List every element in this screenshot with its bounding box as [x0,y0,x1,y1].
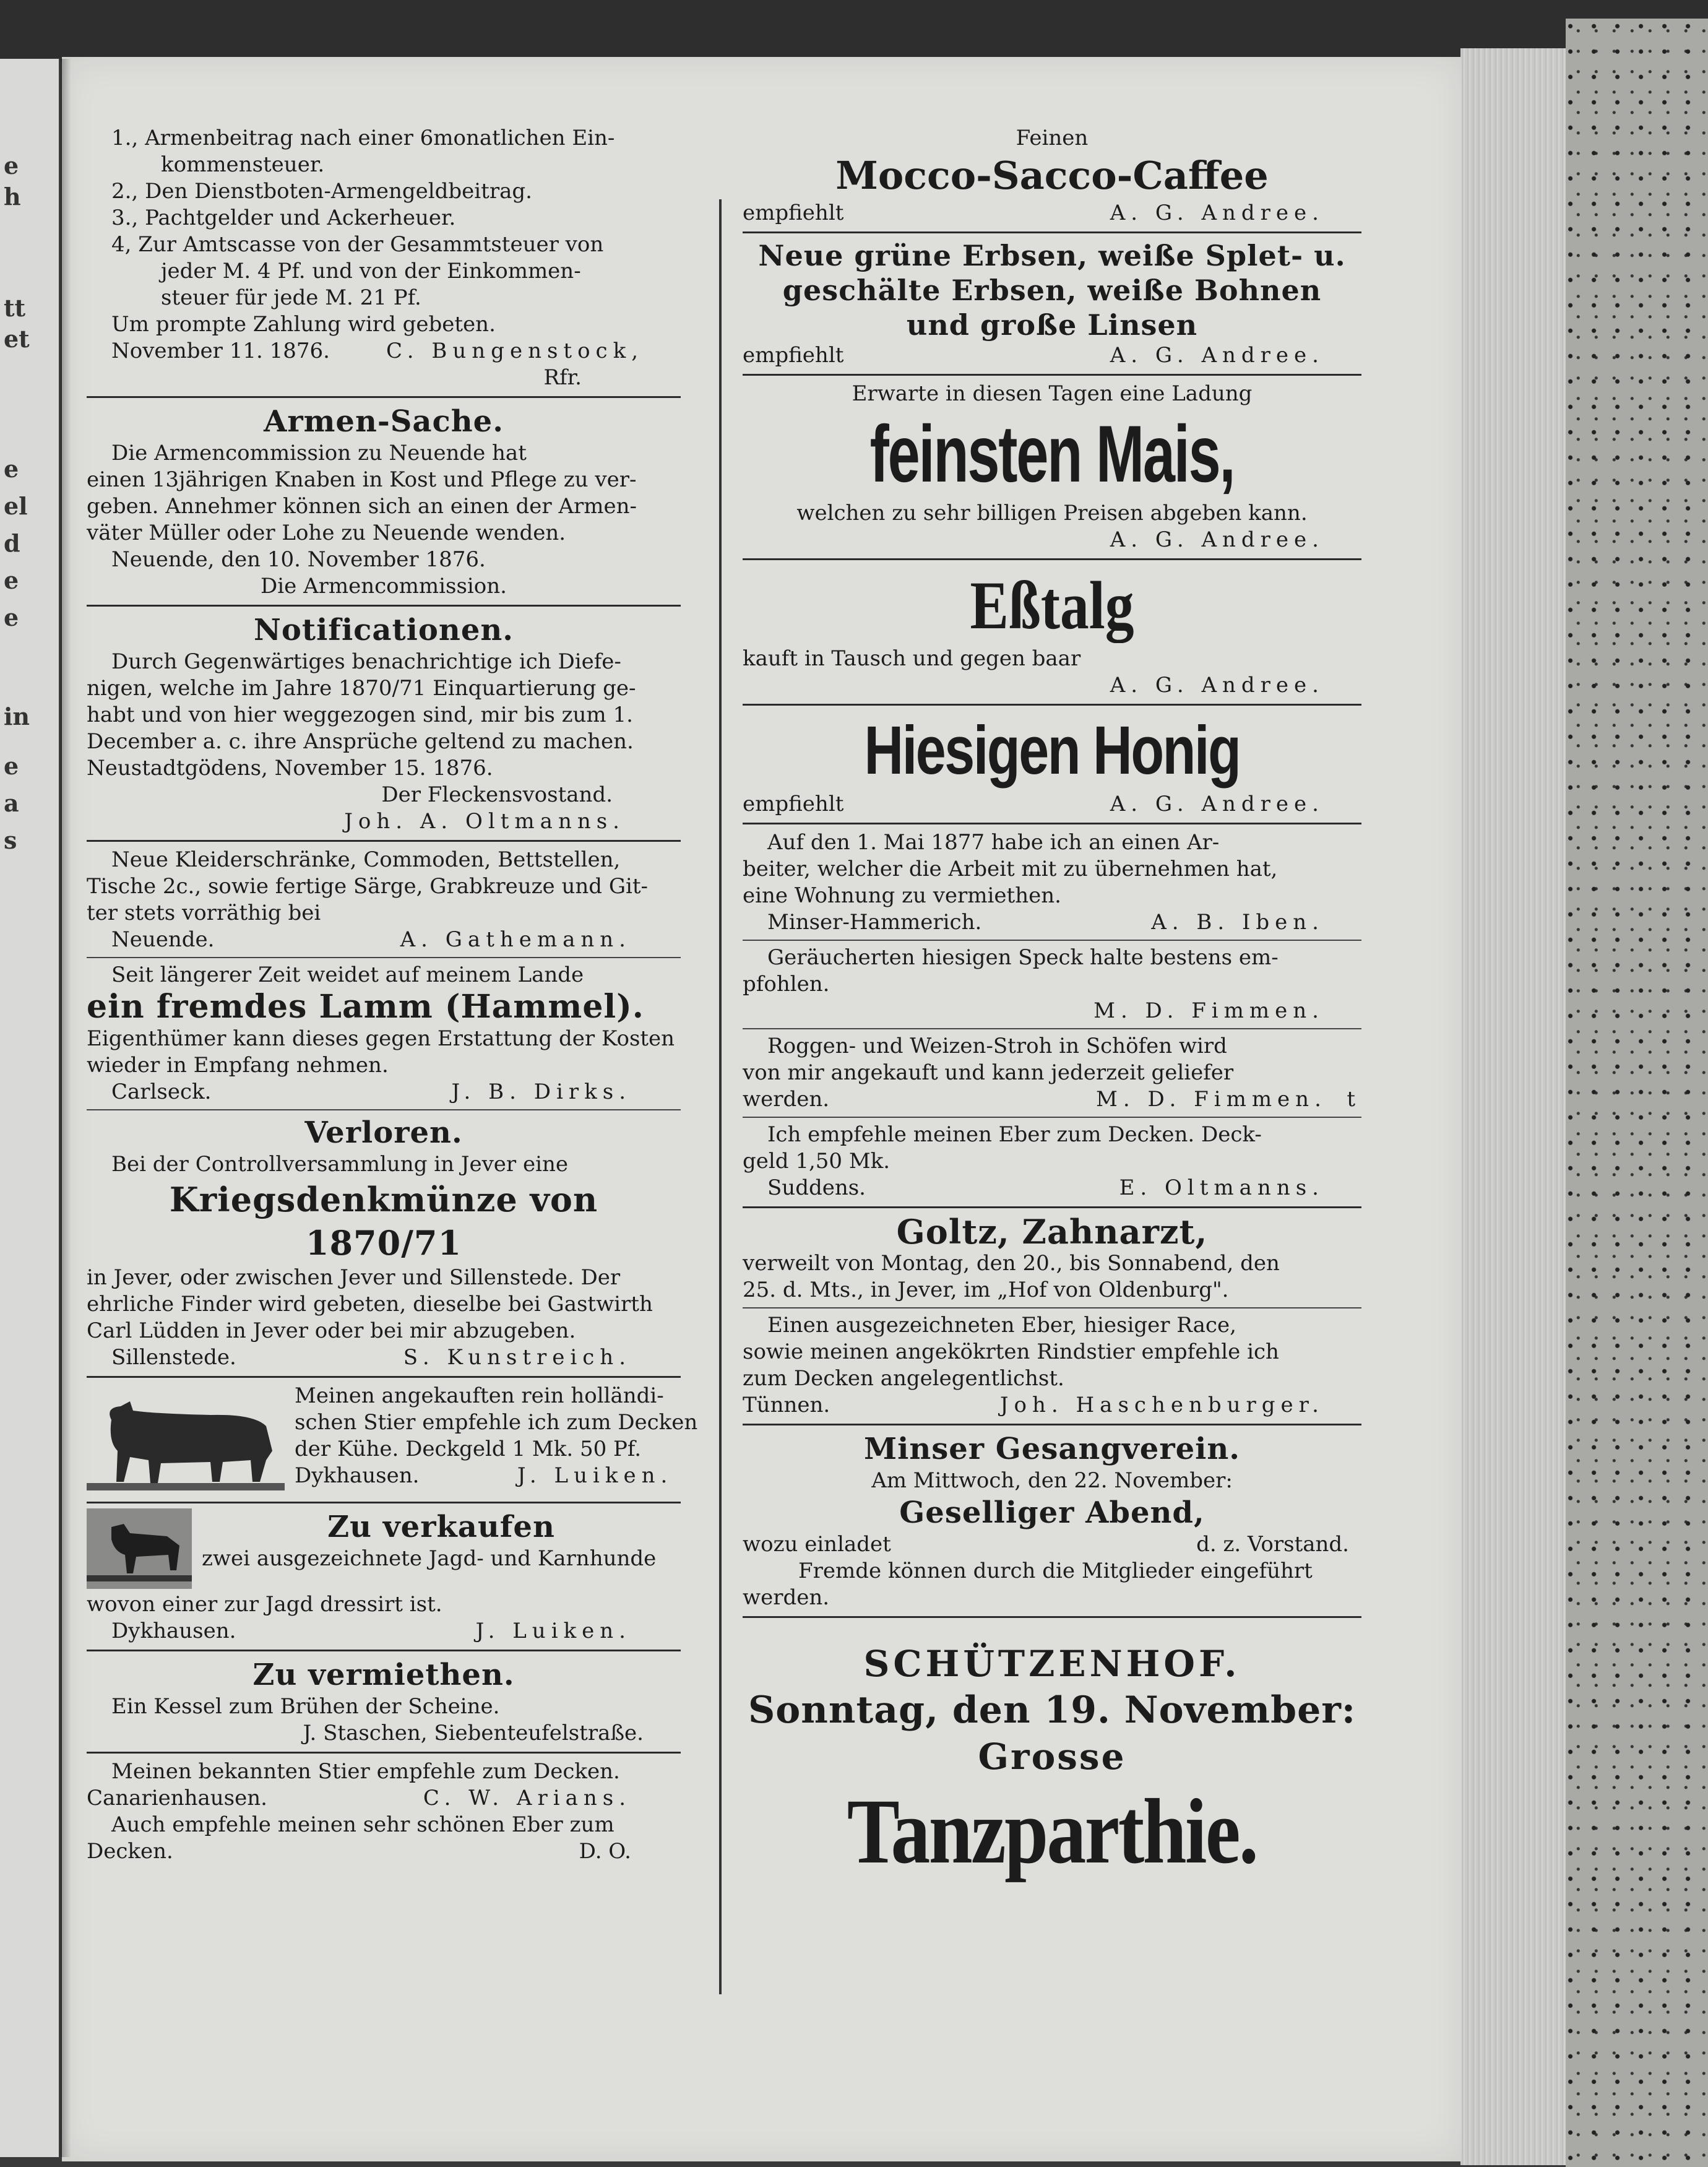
signature: Der Fleckensvostand. [381,782,613,807]
body-line: wovon einer zur Jagd dressirt ist. [87,1592,442,1617]
lamm-heading: ein fremdes Lamm (Hammel). [87,988,644,1026]
spine-shadow [59,59,71,2157]
separator [87,1109,681,1110]
body-line: kauft in Tausch und gegen baar [743,646,1081,671]
armen-heading: Armen-Sache. [264,404,504,439]
list-item-cont: kommensteuer. [161,152,325,177]
separator [743,558,1361,560]
signature-row: Suddens. E. Oltmanns. [767,1175,1324,1200]
body-line: Meinen bekannten Stier empfehle zum Decken. [111,1759,620,1784]
esstalg-heading: Eßtalg [970,568,1134,643]
signature-row: Tünnen. Joh. Haschenburger. [743,1393,1324,1417]
tanzparthie-heading: Tanzparthie. [847,1780,1257,1883]
body-line: ter stets vorräthig bei [87,901,321,925]
prev-page-fragment: e [4,152,19,180]
separator [743,940,1361,941]
signature-row: werden. M. D. Fimmen. t [743,1087,1355,1112]
separator [743,1117,1361,1118]
list-item: 3., Pachtgelder und Ackerheuer. [111,205,456,230]
body-line: geben. Annehmer können sich an einen der Armen- [87,494,637,519]
bull-icon [87,1383,285,1497]
body-line: der Kühe. Deckgeld 1 Mk. 50 Pf. [295,1437,642,1461]
body-line: Erwarte in diesen Tagen eine Ladung [852,381,1253,406]
signature-row: empfiehlt A. G. Andree. [743,343,1324,368]
sonntag-line: Sonntag, den 19. November: [748,1689,1356,1732]
vermiethen-heading: Zu vermiethen. [252,1658,515,1692]
list-item: 2., Den Dienstboten-Armengeldbeitrag. [111,179,532,204]
separator [743,1307,1361,1308]
signature: M. D. Fimmen. [1093,998,1324,1023]
signature: Joh. A. Oltmanns. [344,809,625,834]
signature-row: Dykhausen. J. Luiken. [111,1619,631,1643]
body-line: Einen ausgezeichneten Eber, hiesiger Race, [767,1313,1236,1338]
signature-row: Decken. D. O. [87,1839,631,1864]
kriegsdenkmuenze-heading: Kriegsdenkmünze von 1870/71 [169,1180,598,1263]
separator [743,704,1361,706]
prev-page-fragment: e [4,603,19,631]
payment-list [87,125,681,391]
book-cover-edge [1566,19,1708,2167]
signature-row: empfiehlt A. G. Andree. [743,792,1324,816]
honig-heading: Hiesigen Honig [864,712,1240,789]
separator [743,1028,1361,1029]
body-line: sowie meinen angekökrten Rindstier empfehle ich [743,1339,1279,1364]
prev-page-fragment: in [4,703,30,730]
list-item: 1., Armenbeitrag nach einer 6monatlichen Ein- [111,126,615,150]
verkaufen-heading: Zu verkaufen [327,1510,555,1544]
feinen-label: Feinen [1016,126,1089,150]
previous-page-edge [0,59,61,2157]
newspaper-page [62,57,1462,2161]
body-line: December a. c. ihre Ansprüche geltend zu machen. [87,729,634,754]
notif-heading: Notificationen. [254,613,514,647]
separator [87,957,681,958]
body-line: väter Müller oder Lohe zu Neuende wenden. [87,521,566,545]
list-item-cont: jeder M. 4 Pf. und von der Einkommen- [161,259,581,283]
abend-heading: Geselliger Abend, [899,1495,1205,1530]
body-line: habt und von hier weggezogen sind, mir bis zum 1. [87,703,633,727]
prev-page-fragment: e [4,566,19,594]
schuetzenhof-heading: SCHÜTZENHOF. [863,1643,1241,1685]
prev-page-fragment: d [4,529,20,557]
separator [87,840,681,842]
signature-row: empfiehlt A. G. Andree. [743,201,1324,225]
body-line: welchen zu sehr billigen Preisen abgeben kann. [796,501,1308,526]
body-line: nigen, welche im Jahre 1870/71 Einquartierung ge- [87,676,636,701]
signature-row: Minser-Hammerich. A. B. Iben. [767,910,1324,935]
body-line: Ich empfehle meinen Eber zum Decken. Deck- [767,1122,1262,1147]
signature-row: Canarienhausen. C. W. Arians. [87,1786,631,1810]
signature-row: Dykhausen. J. Luiken. [295,1463,673,1488]
prev-page-fragment: et [4,325,30,353]
dog-icon [87,1508,192,1591]
column-divider [719,199,722,1994]
signature-row: wozu einladet d. z. Vorstand. [743,1532,1349,1557]
prev-page-fragment: a [4,789,19,817]
body-line: schen Stier empfehle ich zum Decken [295,1410,698,1435]
date-line: Neuende, den 10. November 1876. [111,547,486,572]
signature: J. Staschen, Siebenteufelstraße. [303,1721,644,1745]
body-line: von mir angekauft und kann jederzeit geliefer [743,1060,1234,1085]
prev-page-fragment: el [4,492,28,520]
body-line: ehrliche Finder wird gebeten, dieselbe bei Gastwirth [87,1292,653,1317]
separator [743,1206,1361,1208]
prev-page-fragment: e [4,752,19,780]
body-line: Durch Gegenwärtiges benachrichtige ich Diefe- [111,649,621,674]
body-line: beiter, welcher die Arbeit mit zu übernehmen hat, [743,857,1278,881]
signature-row: November 11. 1876. C. Bungenstock, [111,339,644,363]
body-line: Carl Lüdden in Jever oder bei mir abzugeben. [87,1318,576,1343]
body-line: wieder in Empfang nehmen. [87,1053,389,1078]
body-line: Auf den 1. Mai 1877 habe ich an einen Ar- [767,830,1220,855]
separator [743,823,1361,824]
prev-page-fragment: h [4,183,21,210]
body-line: einen 13jährigen Knaben in Kost und Pflege zu ver- [87,467,637,492]
separator [87,1650,681,1651]
body-line: Geräucherten hiesigen Speck halte bestens em- [767,945,1279,970]
goltz-heading: Goltz, Zahnarzt, [896,1212,1208,1252]
signature-row: Sillenstede. S. Kunstreich. [111,1345,631,1370]
date-line: Am Mittwoch, den 22. November: [871,1468,1233,1493]
right-column [743,125,1361,1884]
signature-title: Rfr. [543,365,582,390]
separator [743,1424,1361,1425]
book-top-edge [0,0,1708,62]
separator [87,396,681,398]
erbsen-heading: geschälte Erbsen, weiße Bohnen [782,274,1322,307]
body-line: geld 1,50 Mk. [743,1149,891,1174]
verloren-heading: Verloren. [304,1115,463,1150]
body-line: in Jever, oder zwischen Jever und Sillenstede. Der [87,1265,621,1290]
signature-row: Neuende. A. Gathemann. [111,927,631,952]
prev-page-fragment: e [4,455,19,483]
body-line: Seit längerer Zeit weidet auf meinem Lande [111,962,584,987]
body-line: Fremde können durch die Mitglieder eingeführt [798,1559,1313,1583]
signature: A. G. Andree. [1110,527,1324,552]
body-line: Neue Kleiderschränke, Commoden, Bettstellen, [111,847,621,872]
body-line: Eigenthümer kann dieses gegen Erstattung der Kosten [87,1026,675,1051]
signature: Die Armencommission. [261,574,507,599]
body-line: zwei ausgezeichnete Jagd- und Karnhunde [202,1546,657,1571]
separator [743,231,1361,233]
body-line: Roggen- und Weizen-Stroh in Schöfen wird [767,1034,1227,1058]
body-line: Auch empfehle meinen sehr schönen Eber zum [111,1812,615,1837]
separator [87,1752,681,1754]
mocco-heading: Mocco-Sacco-Caffee [835,153,1269,198]
stier-ad [87,1383,698,1497]
signature-row: Carlseck. J. B. Dirks. [111,1079,631,1104]
mais-heading: feinsten Mais, [869,409,1235,499]
grosse-heading: Grosse [978,1736,1126,1778]
body-line: zum Decken angelegentlichst. [743,1366,1064,1391]
body-line: Die Armencommission zu Neuende hat [111,441,527,465]
body-line: Ein Kessel zum Brühen der Scheine. [111,1694,500,1719]
prev-page-fragment: tt [4,294,26,322]
body-line: pfohlen. [743,972,830,997]
prev-page-fragment: s [4,826,17,854]
left-column [87,125,698,1865]
body-line: verweilt von Montag, den 20., bis Sonnabend, den [743,1251,1280,1276]
body-line: eine Wohnung zu vermiethen. [743,883,1061,908]
gesangverein-heading: Minser Gesangverein. [863,1432,1241,1466]
body-line: Meinen angekauften rein holländi- [295,1383,664,1408]
body-line: werden. [743,1585,830,1610]
hunde-ad [87,1508,681,1591]
separator [743,374,1361,376]
list-item: 4, Zur Amtscasse von der Gesammtsteuer von [111,232,604,257]
erbsen-heading: und große Linsen [906,308,1198,342]
signature: A. G. Andree. [1110,673,1324,698]
body-line: 25. d. Mts., in Jever, im „Hof von Oldenburg". [743,1278,1229,1302]
separator [87,1502,681,1503]
separator [87,1376,681,1378]
list-item-cont: steuer für jede M. 21 Pf. [161,285,421,310]
date-line: Neustadtgödens, November 15. 1876. [87,756,493,781]
separator [87,605,681,607]
separator [743,1616,1361,1618]
prompt-note: Um prompte Zahlung wird gebeten. [111,312,496,337]
erbsen-heading: Neue grüne Erbsen, weiße Splet- u. [758,239,1346,272]
body-line: Bei der Controllversammlung in Jever eine [111,1152,569,1177]
body-line: Tische 2c., sowie fertige Särge, Grabkreuze und Git- [87,874,649,899]
